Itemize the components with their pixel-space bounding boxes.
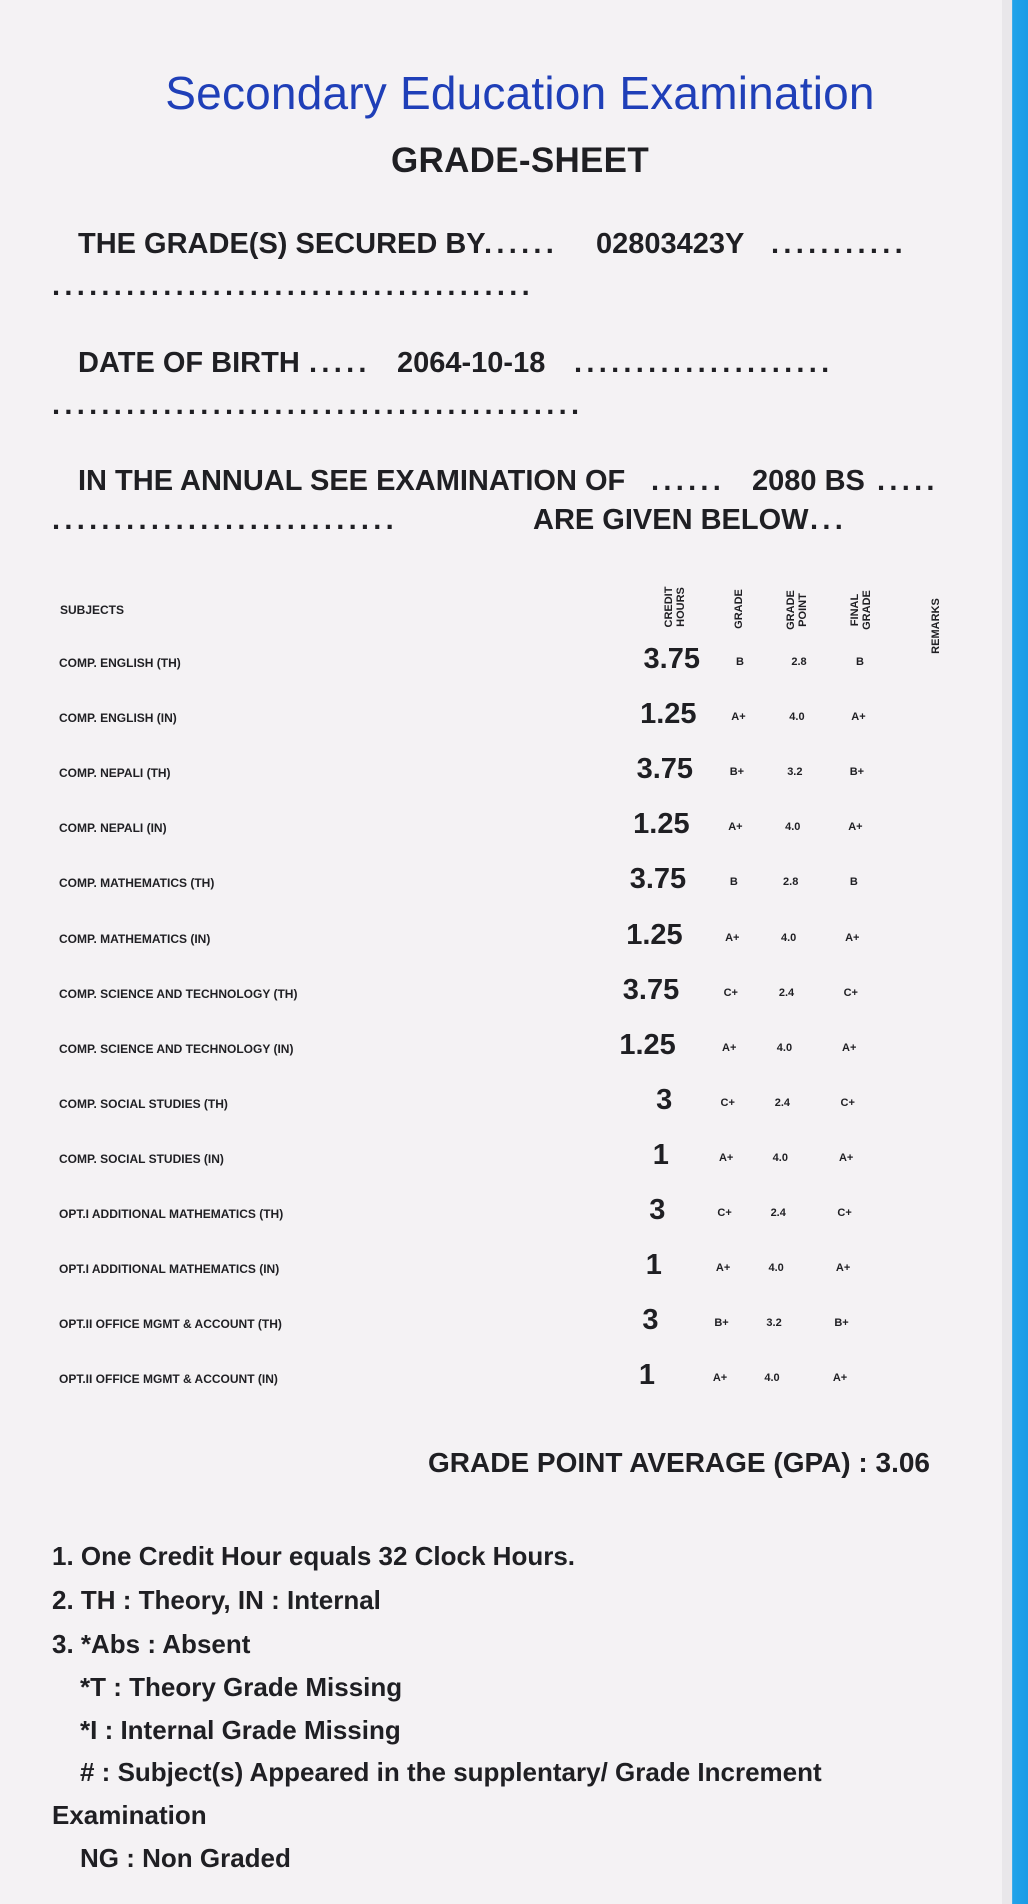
- header-subjects: SUBJECTS: [60, 603, 125, 617]
- header-grade: GRADE: [733, 589, 745, 629]
- grade-point: 4.0: [768, 1262, 784, 1275]
- header-grade-point: GRADE POINT: [785, 590, 809, 630]
- grade-point: 2.4: [774, 1096, 791, 1109]
- subject-name: OPT.II OFFICE MGMT & ACCOUNT (IN): [59, 1372, 278, 1387]
- grade: A+: [718, 1151, 734, 1164]
- credit-hours: 1: [652, 1138, 669, 1171]
- credit-hours: 3: [649, 1194, 666, 1226]
- dot-leader: .......................................: [52, 270, 534, 302]
- subject-name: COMP. SOCIAL STUDIES (IN): [59, 1151, 224, 1166]
- credit-hours: 3.75: [636, 753, 694, 786]
- dot-leader: .....................: [574, 347, 834, 379]
- grade-point: 2.8: [791, 656, 807, 668]
- credit-hours: 1.25: [626, 918, 683, 951]
- header-credit-hours: CREDIT HOURS: [663, 586, 687, 628]
- grade: A+: [725, 931, 740, 944]
- subject-name: COMP. MATHEMATICS (IN): [59, 931, 211, 946]
- final-grade: C+: [837, 1207, 852, 1219]
- grade: B+: [714, 1317, 729, 1330]
- final-grade: A+: [851, 711, 866, 724]
- final-grade: A+: [848, 821, 863, 834]
- note-internal-missing: *I : Internal Grade Missing: [80, 1715, 401, 1745]
- dot-leader: ......: [651, 465, 726, 497]
- final-grade: C+: [843, 986, 858, 999]
- date-of-birth: 2064-10-18: [397, 347, 546, 379]
- final-grade: C+: [840, 1096, 855, 1109]
- final-grade: A+: [838, 1151, 854, 1164]
- credit-hours: 3.75: [629, 863, 687, 896]
- sheet-title: GRADE-SHEET: [390, 141, 650, 180]
- subject-name: COMP. SCIENCE AND TECHNOLOGY (TH): [59, 986, 298, 1001]
- grade-point: 4.0: [785, 821, 801, 834]
- subject-name: COMP. NEPALI (TH): [59, 766, 171, 781]
- grade-point: 4.0: [772, 1151, 788, 1164]
- grade: A+: [722, 1041, 737, 1054]
- dot-leader: .....: [309, 347, 371, 379]
- secured-by-label: THE GRADE(S) SECURED BY: [78, 228, 486, 260]
- exam-title: Secondary Education Examination: [165, 67, 875, 119]
- given-below-text: ARE GIVEN BELOW: [533, 504, 809, 536]
- dot-leader: ...........: [771, 228, 907, 260]
- dot-leader: ...........................................: [52, 389, 584, 421]
- credit-hours: 1: [638, 1359, 655, 1392]
- header-final-grade: FINAL GRADE: [849, 590, 873, 630]
- grade: A+: [731, 711, 746, 724]
- note-th-in: 2. TH : Theory, IN : Internal: [52, 1585, 381, 1615]
- dot-leader: ............................: [52, 504, 398, 536]
- final-grade: A+: [832, 1372, 848, 1385]
- grade: C+: [723, 986, 738, 999]
- subject-name: COMP. ENGLISH (IN): [59, 711, 177, 726]
- credit-hours: 3: [642, 1304, 659, 1337]
- final-grade: B: [856, 656, 864, 668]
- note-supplementary: # : Subject(s) Appeared in the supplentary/ Grade Increment: [80, 1757, 822, 1787]
- note-absent: 3. *Abs : Absent: [52, 1629, 251, 1659]
- subject-name: COMP. SOCIAL STUDIES (TH): [59, 1096, 228, 1111]
- grade: A+: [712, 1372, 728, 1385]
- grade: B+: [729, 766, 745, 779]
- dot-leader: ...: [810, 504, 848, 536]
- final-grade: A+: [842, 1041, 857, 1054]
- grade: C+: [720, 1096, 735, 1109]
- grade-point: 3.2: [766, 1317, 782, 1330]
- gpa-summary: GRADE POINT AVERAGE (GPA) : 3.06: [428, 1447, 930, 1478]
- credit-hours: 3.75: [622, 973, 680, 1006]
- subject-name: OPT.II OFFICE MGMT & ACCOUNT (TH): [59, 1317, 282, 1332]
- note-supplementary-cont: Examination: [52, 1800, 207, 1830]
- dob-label: DATE OF BIRTH: [78, 347, 300, 379]
- final-grade: A+: [835, 1262, 851, 1275]
- grade: C+: [717, 1207, 732, 1219]
- grade: A+: [715, 1262, 731, 1275]
- credit-hours: 1.25: [640, 698, 697, 731]
- final-grade: B: [849, 876, 858, 889]
- grade-point: 2.8: [783, 876, 799, 889]
- grade-point: 2.4: [770, 1207, 786, 1219]
- subject-name: OPT.I ADDITIONAL MATHEMATICS (TH): [59, 1207, 284, 1221]
- grade-point: 2.4: [778, 986, 795, 999]
- exam-label: IN THE ANNUAL SEE EXAMINATION OF: [78, 465, 626, 497]
- credit-hours: 1.25: [619, 1028, 676, 1061]
- subject-name: COMP. SCIENCE AND TECHNOLOGY (IN): [59, 1041, 294, 1056]
- dot-leader: .....: [877, 465, 939, 497]
- grade: B: [736, 656, 744, 668]
- final-grade: B+: [849, 766, 865, 779]
- header-remarks: REMARKS: [930, 598, 942, 654]
- grade-point: 4.0: [776, 1041, 793, 1054]
- dot-leader: ......: [484, 228, 559, 260]
- grade-point: 4.0: [764, 1372, 780, 1385]
- note-theory-missing: *T : Theory Grade Missing: [80, 1672, 403, 1702]
- grade-point: 4.0: [780, 931, 797, 944]
- grade: A+: [728, 821, 743, 834]
- credit-hours: 3: [656, 1083, 673, 1116]
- note-non-graded: NG : Non Graded: [80, 1843, 291, 1873]
- subject-name: OPT.I ADDITIONAL MATHEMATICS (IN): [59, 1262, 280, 1277]
- credit-hours: 1.25: [633, 808, 690, 841]
- final-grade: A+: [845, 931, 860, 944]
- credit-hours: 1: [645, 1249, 662, 1282]
- subject-name: COMP. NEPALI (IN): [59, 821, 167, 836]
- note-credit-hour: 1. One Credit Hour equals 32 Clock Hours.: [52, 1541, 576, 1571]
- final-grade: B+: [834, 1317, 849, 1330]
- subject-name: COMP. MATHEMATICS (TH): [59, 876, 215, 891]
- subject-name: COMP. ENGLISH (TH): [59, 656, 181, 670]
- screen-edge: [1002, 0, 1028, 1904]
- grade-point: 4.0: [789, 711, 805, 724]
- symbol-number: 02803423Y: [596, 228, 745, 260]
- exam-year: 2080 BS: [752, 465, 865, 497]
- credit-hours: 3.75: [643, 643, 700, 675]
- grade: B: [729, 876, 738, 889]
- grade-point: 3.2: [787, 766, 803, 779]
